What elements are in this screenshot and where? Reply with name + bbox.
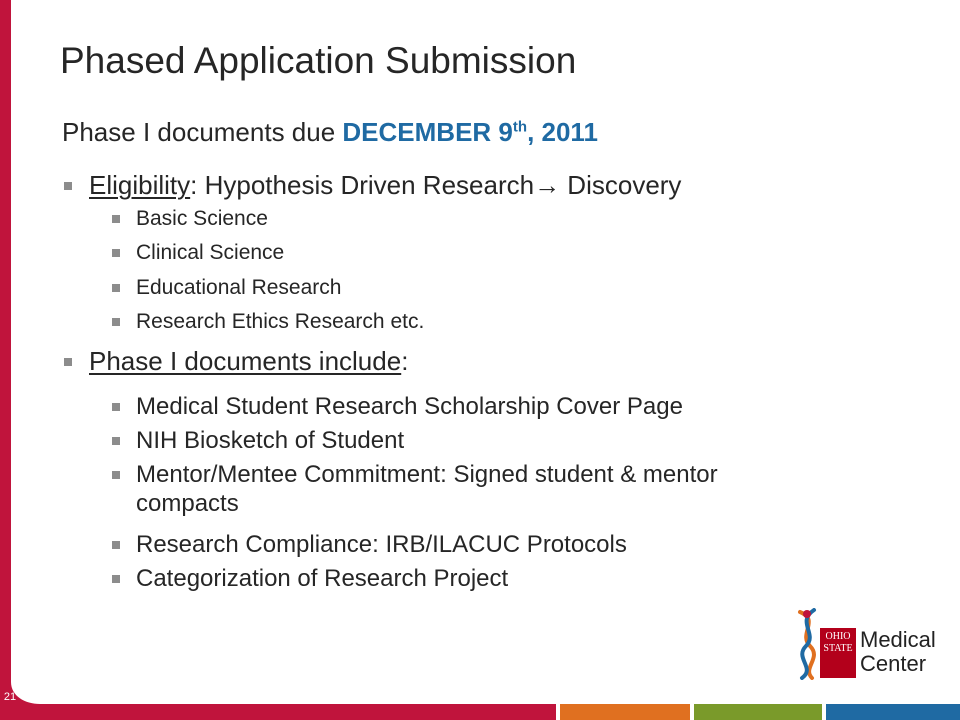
square-bullet-icon — [64, 182, 72, 190]
slide-title: Phased Application Submission — [60, 40, 577, 81]
square-bullet-icon — [112, 437, 120, 445]
square-bullet-icon — [64, 358, 72, 366]
square-bullet-icon — [112, 284, 120, 292]
square-bullet-icon — [112, 403, 120, 411]
right-arrow-icon: → — [534, 170, 561, 200]
eligibility-label: Eligibility — [89, 170, 191, 200]
phase1-label: Phase I documents include — [89, 346, 402, 376]
square-bullet-icon — [112, 541, 120, 549]
deadline-prefix: Phase I documents due — [62, 117, 343, 147]
square-bullet-icon — [112, 249, 120, 257]
square-bullet-icon — [112, 471, 120, 479]
osu-logo: OHIO STATE — [820, 628, 856, 678]
square-bullet-icon — [112, 575, 120, 583]
square-bullet-icon — [112, 318, 120, 326]
square-bullet-icon — [112, 215, 120, 223]
page-number: 21 — [3, 691, 17, 703]
medical-center-wordmark: Medical Center — [860, 627, 936, 676]
slide-body: Eligibility: Hypothesis Driven Research→ Discovery Basic Science Clinical Science Educational Research Research Ethics Research etc. Phase I documents include: Medical Student Research Scholarship Cover Page NIH Biosketch of Student Mentor/Mentee Commitment: Signed student & mentor compacts Research Compliance: IRB/ILACUC Protocols Categorization of Research Project — [0, 0, 960, 720]
deadline-date: DECEMBER 9th, 2011 — [342, 117, 598, 147]
